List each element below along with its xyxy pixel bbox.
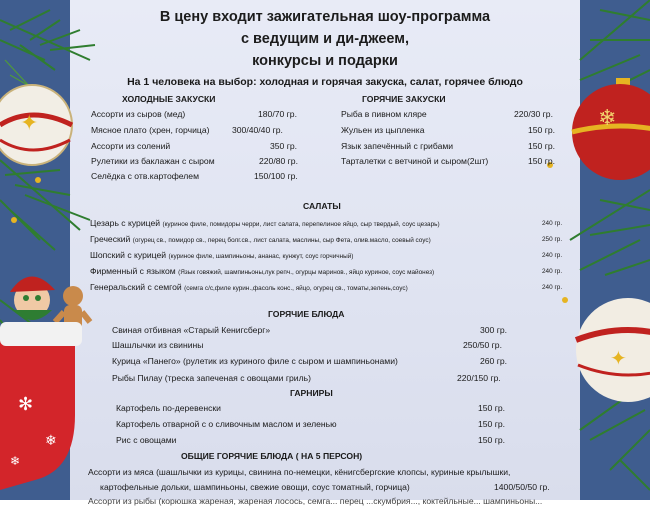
salad-price: 240 гр. bbox=[542, 268, 563, 275]
garnish-price: 150 гр. bbox=[478, 403, 506, 413]
hot-dishes-title: ГОРЯЧИЕ БЛЮДА bbox=[268, 309, 345, 319]
garnish-name: Картофель отварной с о сливочным маслом и зеленью bbox=[116, 419, 337, 429]
header-line-1: В цену входит зажигательная шоу-программа bbox=[159, 9, 491, 25]
ornament-red-right bbox=[572, 78, 650, 180]
hot-dish-name: Рыбы Пилау (треска запеченая с овощами гриль) bbox=[112, 373, 311, 383]
header-line-2: с ведущим и ди-джеем, bbox=[240, 31, 410, 47]
hot-snack-price: 150 гр. bbox=[528, 156, 556, 166]
salads-title: САЛАТЫ bbox=[303, 201, 341, 211]
svg-text:❄: ❄ bbox=[10, 454, 21, 468]
cold-snack-name: Ассорти из солений bbox=[91, 141, 171, 151]
salad-price: 240 гр. bbox=[542, 284, 563, 291]
hot-snack-name: Рыба в пивном кляре bbox=[341, 109, 427, 119]
per-person-note: На 1 человека на выбор: холодная и горячая закуска, салат, горячее блюдо bbox=[127, 76, 523, 88]
hot-dish-name: Курица «Панего» (рулетик из куриного филе с сыром и шампиньонами) bbox=[112, 356, 398, 366]
salad-desc: (Язык говяжий, шампиньоны,лук репч., огурцы маринов., яйцо куриное, соус майонез) bbox=[178, 269, 435, 276]
svg-text:❄: ❄ bbox=[45, 432, 57, 448]
salad-name: Цезарь с курицей bbox=[90, 218, 161, 228]
hot-dish-price: 250/50 гр. bbox=[463, 340, 502, 350]
ornament-white-right bbox=[576, 298, 650, 402]
svg-text:✦: ✦ bbox=[610, 348, 627, 370]
garnish-name: Картофель по-деревенски bbox=[116, 403, 221, 413]
salad-name: Генеральский с семгой bbox=[90, 282, 182, 292]
salad-price: 240 гр. bbox=[542, 252, 563, 259]
hot-snack-price: 150 гр. bbox=[528, 125, 556, 135]
salad-desc: (огурец св., помидор св., перец болг.св., лист салата, маслины, сыр Фета, олив.масло, соевый соус) bbox=[132, 237, 431, 244]
hot-dish-price: 220/150 гр. bbox=[457, 373, 501, 383]
salad-desc: (семга с/с,филе курин.,фасоль конс., яйцо, огурец св., томаты,зелень,соус) bbox=[184, 285, 408, 292]
salad-name: Шопский с курицей bbox=[90, 250, 167, 260]
cold-snack-price: 220/80 гр. bbox=[259, 156, 298, 166]
christmas-decor-right bbox=[520, 0, 650, 500]
salad-row bbox=[90, 218, 440, 228]
cold-snack-price: 150/100 гр. bbox=[254, 171, 298, 181]
salad-row bbox=[90, 266, 434, 276]
hot-snack-price: 220/30 гр. bbox=[514, 109, 553, 119]
cold-snack-name: Мясное плато (хрен, горчица) bbox=[91, 125, 210, 135]
hot-snack-name: Тарталетки с ветчиной и сыром(2шт) bbox=[341, 156, 489, 166]
hot-snack-name: Жульен из цыпленка bbox=[341, 125, 425, 135]
garnish-name: Рис с овощами bbox=[116, 435, 177, 445]
shared-line-2: картофельные дольки, шампиньоны, свежие овощи, соус томатный, горчица) bbox=[100, 482, 410, 492]
salad-name: Греческий bbox=[90, 234, 131, 244]
salad-row bbox=[90, 234, 431, 244]
svg-text:❄: ❄ bbox=[598, 105, 617, 130]
hot-dish-name: Свиная отбивная «Старый Кенигсберг» bbox=[112, 325, 271, 335]
cold-snacks-title: ХОЛОДНЫЕ ЗАКУСКИ bbox=[122, 94, 216, 104]
christmas-stocking bbox=[0, 322, 82, 490]
cold-snack-name: Рулетики из баклажан с сыром bbox=[91, 156, 215, 166]
cold-snack-price: 180/70 гр. bbox=[258, 109, 297, 119]
svg-text:✦: ✦ bbox=[20, 110, 39, 135]
garnish-price: 150 гр. bbox=[478, 419, 506, 429]
garnish-price: 150 гр. bbox=[478, 435, 506, 445]
cold-snack-name: Ассорти из сыров (мед) bbox=[91, 109, 186, 119]
shared-line-1: Ассорти из мяса (шашлычки из курицы, свинина по-немецки, кёнигсбергские клопсы, куриные крылышки, bbox=[88, 467, 511, 477]
salad-row bbox=[90, 282, 408, 292]
hot-snack-price: 150 гр. bbox=[528, 141, 556, 151]
shared-line-3: Ассорти из рыбы (корюшка жареная, жареная лосось, семга... перец ...скумбрия..., коктейльные... шампиньоны... bbox=[88, 496, 543, 506]
hot-dish-price: 300 гр. bbox=[480, 325, 508, 335]
salad-price: 240 гр. bbox=[542, 220, 563, 227]
salad-desc: (куриное филе, помидоры черри, лист салата, перепелиное яйцо, сыр твердый, соус цезарь) bbox=[162, 221, 440, 228]
hot-snacks-title: ГОРЯЧИЕ ЗАКУСКИ bbox=[362, 94, 446, 104]
hot-dish-name: Шашлычки из свинины bbox=[112, 340, 204, 350]
shared-dishes-title: ОБЩИЕ ГОРЯЧИЕ БЛЮДА ( НА 5 ПЕРСОН) bbox=[181, 451, 363, 461]
salad-name: Фирменный с языком bbox=[90, 266, 176, 276]
cold-snack-price: 350 гр. bbox=[270, 141, 298, 151]
svg-text:✻: ✻ bbox=[18, 394, 34, 414]
garnish-title: ГАРНИРЫ bbox=[290, 388, 333, 398]
salad-desc: (куриное филе, шампиньоны, ананас, кунжут, соус горчичный) bbox=[168, 253, 354, 260]
hot-dish-price: 260 гр. bbox=[480, 356, 508, 366]
salad-price: 250 гр. bbox=[542, 236, 563, 243]
header-line-3: конкурсы и подарки bbox=[252, 53, 398, 69]
hot-snack-name: Язык запечённый с грибами bbox=[341, 141, 454, 151]
shared-price: 1400/50/50 гр. bbox=[494, 482, 550, 492]
cold-snack-name: Селёдка с отв.картофелем bbox=[91, 171, 199, 181]
salad-row bbox=[90, 250, 353, 260]
cold-snack-price: 300/40/40 гр. bbox=[232, 125, 283, 135]
